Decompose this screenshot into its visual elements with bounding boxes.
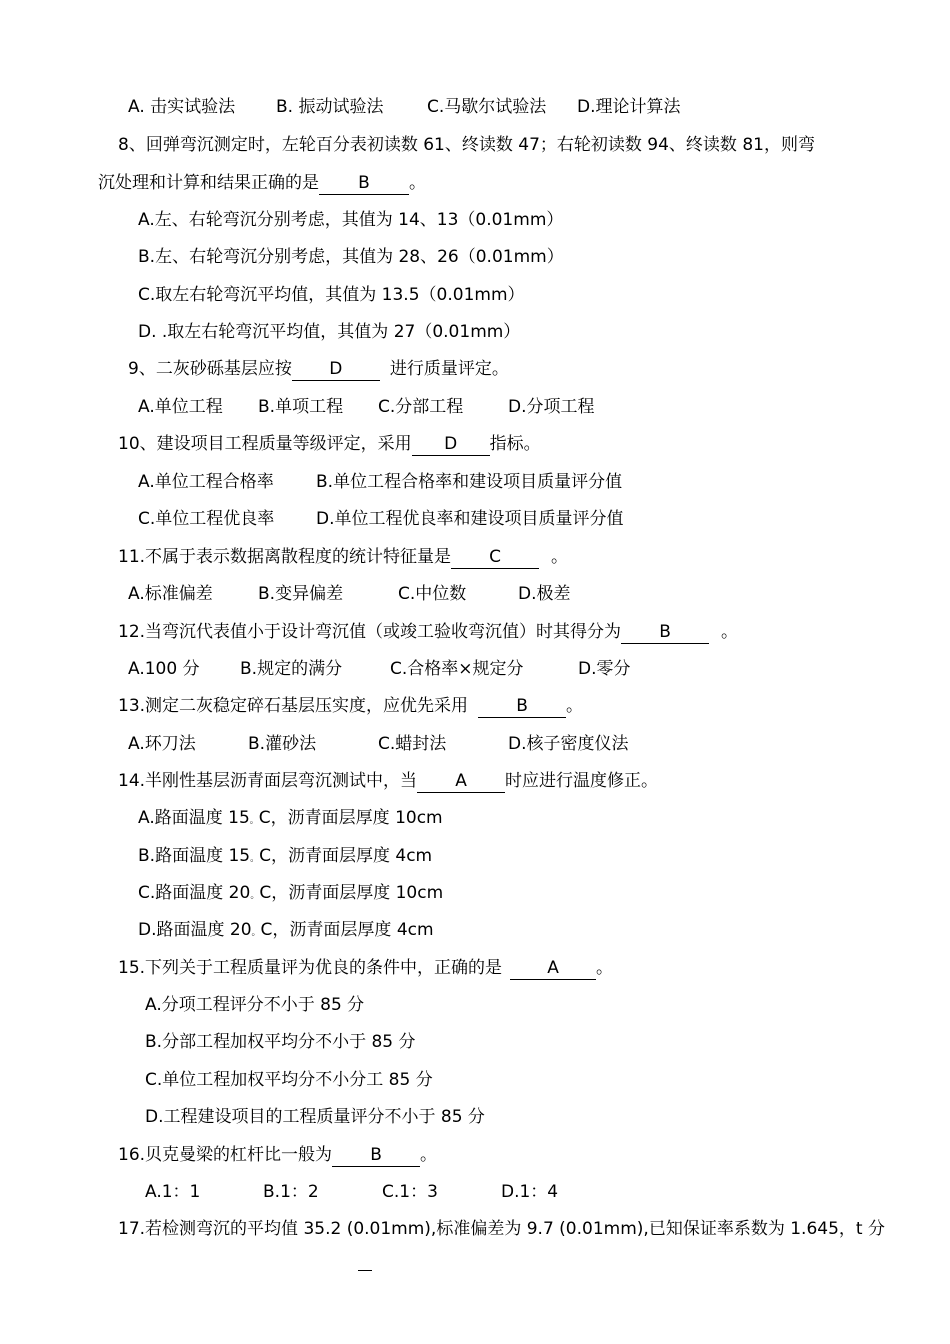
question-text: 14.半刚性基层沥青面层弯沉测试中，当 [118, 771, 418, 791]
option: B.单项工程 [258, 397, 344, 417]
option-text: B.路面温度 15 [138, 846, 251, 866]
question-text: 15.下列关于工程质量评为优良的条件中，正确的是 [118, 958, 503, 978]
question-text: 13.测定二灰稳定碎石基层压实度，应优先采用 [118, 696, 469, 716]
degree-mark: 。 [250, 891, 260, 901]
question-text: 11.不属于表示数据离散程度的统计特征量是 [118, 547, 452, 567]
q10-stem [118, 432, 541, 456]
option: A.单位工程合格率 [138, 472, 274, 492]
answer-blank: A [417, 771, 505, 793]
question-end: 。 [596, 958, 614, 978]
q14-stem [118, 769, 658, 793]
answer-blank: B [478, 696, 566, 718]
page-mark [358, 1270, 372, 1271]
question-end: 。 [566, 696, 584, 716]
option: D.理论计算法 [577, 97, 681, 117]
q8-stem-line2 [98, 171, 426, 195]
q16-stem [118, 1143, 437, 1167]
question-end: 。 [409, 173, 426, 193]
option: A.分项工程评分不小于 85 分 [145, 995, 365, 1015]
option: A.标准偏差 [128, 584, 213, 604]
option: C.分部工程 [378, 397, 464, 417]
option: B.规定的满分 [240, 659, 343, 679]
option: D.工程建设项目的工程质量评分不小于 85 分 [145, 1107, 485, 1127]
option-text: D.路面温度 20 [138, 920, 252, 940]
option: B.变异偏差 [258, 584, 344, 604]
option [138, 844, 432, 868]
question-end: 指标。 [489, 434, 541, 454]
option [138, 881, 443, 905]
answer-blank: A [510, 958, 596, 980]
option: C.蜡封法 [378, 734, 447, 754]
option: A.1：1 [145, 1182, 201, 1202]
option [138, 918, 434, 942]
q13-stem [118, 694, 583, 718]
answer-blank: C [451, 547, 539, 569]
answer-blank: B [319, 173, 409, 195]
option-text: C.路面温度 20 [138, 883, 251, 903]
option: D.1：4 [501, 1182, 559, 1202]
q15-stem [118, 956, 613, 980]
question-text: 10、建设项目工程质量等级评定，采用 [118, 434, 412, 454]
q9-stem [128, 357, 509, 381]
question-text: 12.当弯沉代表值小于设计弯沉值（或竣工验收弯沉值）时其得分为 [118, 622, 622, 642]
q8-stem-line1: 8、回弹弯沉测定时，左轮百分表初读数 61、终读数 47；右轮初读数 94、终读数 81，则弯 [118, 135, 815, 155]
option-text: C，沥青面层厚度 10cm [258, 808, 443, 828]
answer-blank: B [621, 622, 709, 644]
option: A.100 分 [128, 659, 200, 679]
option: A.单位工程 [138, 397, 223, 417]
option-text: C，沥青面层厚度 10cm [259, 883, 444, 903]
option: B.分部工程加权平均分不小于 85 分 [145, 1032, 416, 1052]
option: A.环刀法 [128, 734, 196, 754]
question-text: 沉处理和计算和结果正确的是 [98, 173, 319, 193]
answer-blank: B [332, 1145, 420, 1167]
option: D. .取左右轮弯沉平均值，其值为 27（0.01mm） [138, 322, 521, 342]
option-text: A.路面温度 15 [138, 808, 250, 828]
option: B.左、右轮弯沉分别考虑，其值为 28、26（0.01mm） [138, 247, 564, 267]
option: C.单位工程优良率 [138, 509, 275, 529]
degree-mark: 。 [251, 928, 261, 938]
option: B.灌砂法 [248, 734, 317, 754]
option: B. 振动试验法 [276, 97, 384, 117]
option: C.马歇尔试验法 [427, 97, 547, 117]
answer-blank: D [292, 359, 380, 381]
option-text: C，沥青面层厚度 4cm [259, 846, 433, 866]
option: C.合格率×规定分 [390, 659, 524, 679]
option: C.单位工程加权平均分不小分工 85 分 [145, 1070, 433, 1090]
option: D.分项工程 [508, 397, 595, 417]
answer-blank: D [412, 434, 490, 456]
option: C.1：3 [382, 1182, 438, 1202]
question-text: 9、二灰砂砾基层应按 [128, 359, 292, 379]
question-end: 时应进行温度修正。 [505, 771, 659, 791]
degree-mark: 。 [249, 816, 259, 826]
option: D.核子密度仪法 [508, 734, 629, 754]
question-end: 。 [420, 1145, 438, 1165]
option: D.零分 [578, 659, 631, 679]
q11-stem [118, 545, 568, 569]
option: C.取左右轮弯沉平均值，其值为 13.5（0.01mm） [138, 285, 525, 305]
question-end: 。 [551, 547, 569, 567]
degree-mark: 。 [250, 854, 260, 864]
option: A. 击实试验法 [128, 97, 236, 117]
option: D.极差 [518, 584, 571, 604]
option [138, 806, 443, 830]
q12-stem [118, 620, 738, 644]
question-end: 进行质量评定。 [389, 359, 509, 379]
option: A.左、右轮弯沉分别考虑，其值为 14、13（0.01mm） [138, 210, 564, 230]
q17-stem-line1: 17.若检测弯沉的平均值 35.2 (0.01mm),标准偏差为 9.7 (0.01mm),已知保证率系数为 1.645，t 分 [118, 1219, 885, 1239]
option: C.中位数 [398, 584, 467, 604]
option-text: C，沥青面层厚度 4cm [260, 920, 434, 940]
option: B.单位工程合格率和建设项目质量评分值 [316, 472, 623, 492]
question-text: 16.贝克曼梁的杠杆比一般为 [118, 1145, 333, 1165]
option: B.1：2 [263, 1182, 319, 1202]
question-end: 。 [721, 622, 739, 642]
option: D.单位工程优良率和建设项目质量评分值 [316, 509, 624, 529]
